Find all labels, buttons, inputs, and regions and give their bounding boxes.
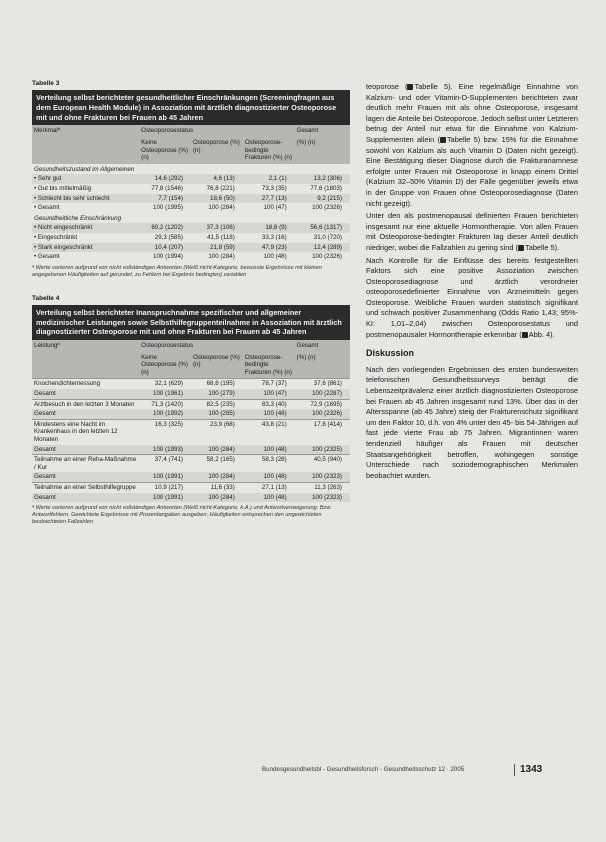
table3-section-1: Gesundheitszustand im Allgemeinen: [34, 165, 135, 173]
table4-sub-keine: Keine Osteoporose (%) (n): [139, 352, 191, 379]
table-row: Teilnahme an einer Reha-Maßnahme / Kur 37,4 (741) 58,2 (165) 58,3 (28) 40,5 (940): [32, 455, 350, 473]
paragraph-1: teoporose ( Tabelle 5). Eine regelmäßige Einnahme von Kalzium- und oder Vitamin-D-Supplementen berichteten zwar deutlich mehr Frauen mit als ohne Osteoporose, insgesamt lagen die Anteile bei Osteoporose. Jedoch selbst unter Letzteren betrug der Anteil nur etwa für die Einnahme von Kalzium-Supplementen allein ( Tabelle 5) bzw. 15% für die Einnahme sowohl von Kalzium als auch Vitamin D (Daten nicht gezeigt). Eine Bestätigung dieser Diagnose durch die Frakturanamnese erfolgte unter Frauen mit Osteoporose in knapp einem Drittel (Kalzium 32–50% Vitamin D) der Fälle gegenüber jeweils etwa in der Gruppe von Frauen ohne Osteoporosediagnose (Daten nicht gezeigt).: [366, 82, 579, 208]
table-row: Gesamt 100 (1992) 100 (285) 100 (48) 100 (2326): [32, 409, 350, 419]
table3-note: ª Werte variieren aufgrund von nicht vollständigen Antworten (Weiß nicht-Kategorie, bewusste Ergebnisse mit kleinen angegebenen Häufigkeiten auf gerundet, zu Fehlern bei Ergebnis bedingten) variablen: [32, 264, 322, 278]
table-row: • Nicht eingeschränkt 60,2 (1202) 37,3 (106) 18,8 (9) 56,6 (1317): [32, 223, 350, 233]
table3-header-gesamt: Gesamt: [295, 125, 350, 137]
table5-link[interactable]: Tabelle 5: [525, 242, 555, 252]
table-row: Knochendichtemessung 32,1 (629) 68,8 (195) 78,7 (37) 37,6 (861): [32, 379, 350, 389]
table4-note: ª Werte variieren aufgrund von nicht vollständigen Antworten (Weiß nicht-Kategorie, k.A.) und Antwortverweigerung. Bzw. Antwortfehlern. Gewichtete Ergebnisse mit Prozentangaben ausgeben; Häufigkeiten entsprechen den ungewichteten beobachteten Fallzahlen: [32, 505, 332, 526]
table-row: • Sehr gut 14,6 (292) 4,6 (13) 2,1 (1) 13,2 (306): [32, 174, 350, 184]
table-row: • Eingeschränkt 29,3 (585) 41,5 (118) 33,3 (16) 31,0 (720): [34, 233, 342, 241]
table3: [32, 125, 350, 261]
table-row: Teilnahme an einer Selbsthilfegruppe 10,9 (217) 11,6 (33) 27,1 (13) 11,3 (263): [32, 483, 350, 493]
table-row: • Stark eingeschränkt 10,4 (207) 21,8 (59) 47,9 (23) 12,4 (289): [32, 243, 350, 253]
table3-sub-frakturen: Osteoporose-bedingte Frakturen (%) (n): [243, 137, 295, 164]
table5-link[interactable]: Tabelle 5: [414, 82, 449, 91]
table4-label: Tabelle 4: [32, 294, 60, 302]
table4-header-leistung: Leistungª: [32, 340, 139, 352]
table3-sub-keine: Keine Osteoporose (%) (n): [139, 137, 191, 164]
table4-title: Verteilung selbst berichteter Inanspruchnahme spezifischer und allgemeiner medizinischer Leistungen sowie Selbsthilfegruppenteilnahme in Assoziation mit ärztlich diagnostizierter Osteoporose mit und ohne Frakturen bei Frauen ab 45 Jahren: [32, 305, 350, 340]
table-ref-icon: [440, 137, 446, 143]
table4-sub-osteo: Osteoporose (%) (n): [191, 352, 243, 379]
paragraph-3: Nach Kontrolle für die Einflüsse des bereits festgestellten Faktors sich eine positive Assoziation zwischen Osteoporosediagnose und ärztlich verordneter osteoporosedefinierter Einnahme von Arzneimitteln gegen Osteoporose. Weibliche Frauen wurden statistisch signifikant und schwach positiver Zusammenhang (Odds Ratio 1,43; 95%-KI: 1,01–2,04) zwischen Osteoporosestatus und postmenopausaler Hormontherapie erkennbar ( Abb. 4).: [366, 255, 578, 339]
table3-sub-gesamt: (%) (n): [295, 137, 350, 164]
right-column: [366, 82, 578, 483]
table4-header-gesamt: Gesamt: [295, 340, 350, 352]
table-row: • Gesamt 100 (1994) 100 (284) 100 (48) 100 (2326): [34, 253, 342, 261]
table-row: Arztbesuch in den letzten 3 Monaten 71,3 (1420) 82,5 (235) 83,3 (40) 72,9 (1695): [32, 399, 350, 409]
table-row: Gesamt 100 (1991) 100 (284) 100 (48) 100 (2323): [32, 493, 350, 503]
page-number: 1343: [520, 764, 543, 775]
figure4-link[interactable]: Abb. 4: [528, 329, 551, 339]
table-row: Gesamt 100 (1993) 100 (284) 100 (48) 100 (2325): [32, 445, 350, 455]
table3-sub-osteo: Osteoporose (%) (n): [191, 137, 243, 164]
table4: [32, 340, 350, 502]
table-row: Gesamt 100 (1991) 100 (284) 100 (48) 100 (2323): [32, 472, 350, 482]
journal-footer: Bundesgesundheitsbl - Gesundheitsforsch - Gesundheitsschutz 12 · 2005: [262, 766, 465, 773]
table-row: • Gut bis mittelmäßig 77,8 (1546) 76,8 (221) 73,3 (35) 77,6 (1803): [34, 184, 342, 192]
table-row: Gesamt 100 (1961) 100 (279) 100 (47) 100 (2287): [32, 389, 350, 399]
table4-header-status: Osteoporosestatus: [139, 340, 294, 352]
table-row: Mindestens eine Nacht im Krankenhaus in den letzten 12 Monaten 16,3 (325) 23,9 (68) 43,8 (21) 17,8 (414): [32, 419, 350, 444]
table4-sub-gesamt: (%) (n): [295, 352, 350, 379]
table3-title: Verteilung selbst berichteter gesundheitlicher Einschränkungen (Screeningfragen aus dem European Health Module) in Assoziation mit ärztlich diagnostizierter Osteoporose mit und ohne Frakturen bei Frauen ab 45 Jahren: [32, 90, 350, 125]
paragraph-4: Nach den vorliegenden Ergebnissen des ersten bundesweiten telefonischen Gesundheitssurveys beträgt die Lebenszeitprävalenz einer ärztlich diagnostizierten Osteoporose bei Frauen ab 45 Jahren insgesamt rund 13%. Über das in der Altersspanne (ab 45 Jahre) steig der Frakturenschutz signifikant um den Faktor 10, d.h. von 4% unter den 45- bis 54-Jährigen auf fast jede vierte Frau ab 75 Jahren. Migrantinnen waren tendenziell häufiger als Frauen mit deutscher Staatsangehörigkeit betroffen, wohingegen sonstige Unterschiede nach soziodemographischen Merkmalen beobachtet wurden.: [366, 364, 578, 480]
table4-sub-frakturen: Osteoporose-bedingte Frakturen (%) (n): [243, 352, 295, 379]
section-heading-diskussion: Diskussion: [366, 348, 415, 359]
left-column: [32, 80, 350, 526]
paragraph-2: Unter den als postmenopausal definierten Frauen berichteten insgesamt nur eine aktuelle Hormontherapie. Von allen Frauen mit Osteoporose-bedingter Frakturen lag dieser Anteil deutlich niedriger, wobei die Fallzahlen zu gering sind ( Tabelle 5).: [366, 211, 578, 252]
table-row: • Schlecht bis sehr schlecht 7,7 (154) 18,6 (50) 27,7 (13) 9,2 (215): [32, 194, 350, 204]
table-ref-icon: [518, 245, 524, 251]
table3-header-merkmal: Merkmalª: [32, 125, 139, 137]
table3-label: Tabelle 3: [32, 80, 60, 87]
table3-section-2: Gesundheitliche Einschränkung: [34, 214, 122, 222]
table-ref-icon: [407, 84, 413, 90]
table3-header-status: Osteoporosestatus: [139, 125, 294, 137]
table5-link[interactable]: Tabelle 5: [446, 134, 478, 144]
figure-ref-icon: [522, 332, 528, 338]
footer-divider: [514, 764, 515, 776]
table-row: • Gesamt 100 (1995) 100 (284) 100 (47) 100 (2326): [34, 204, 342, 212]
